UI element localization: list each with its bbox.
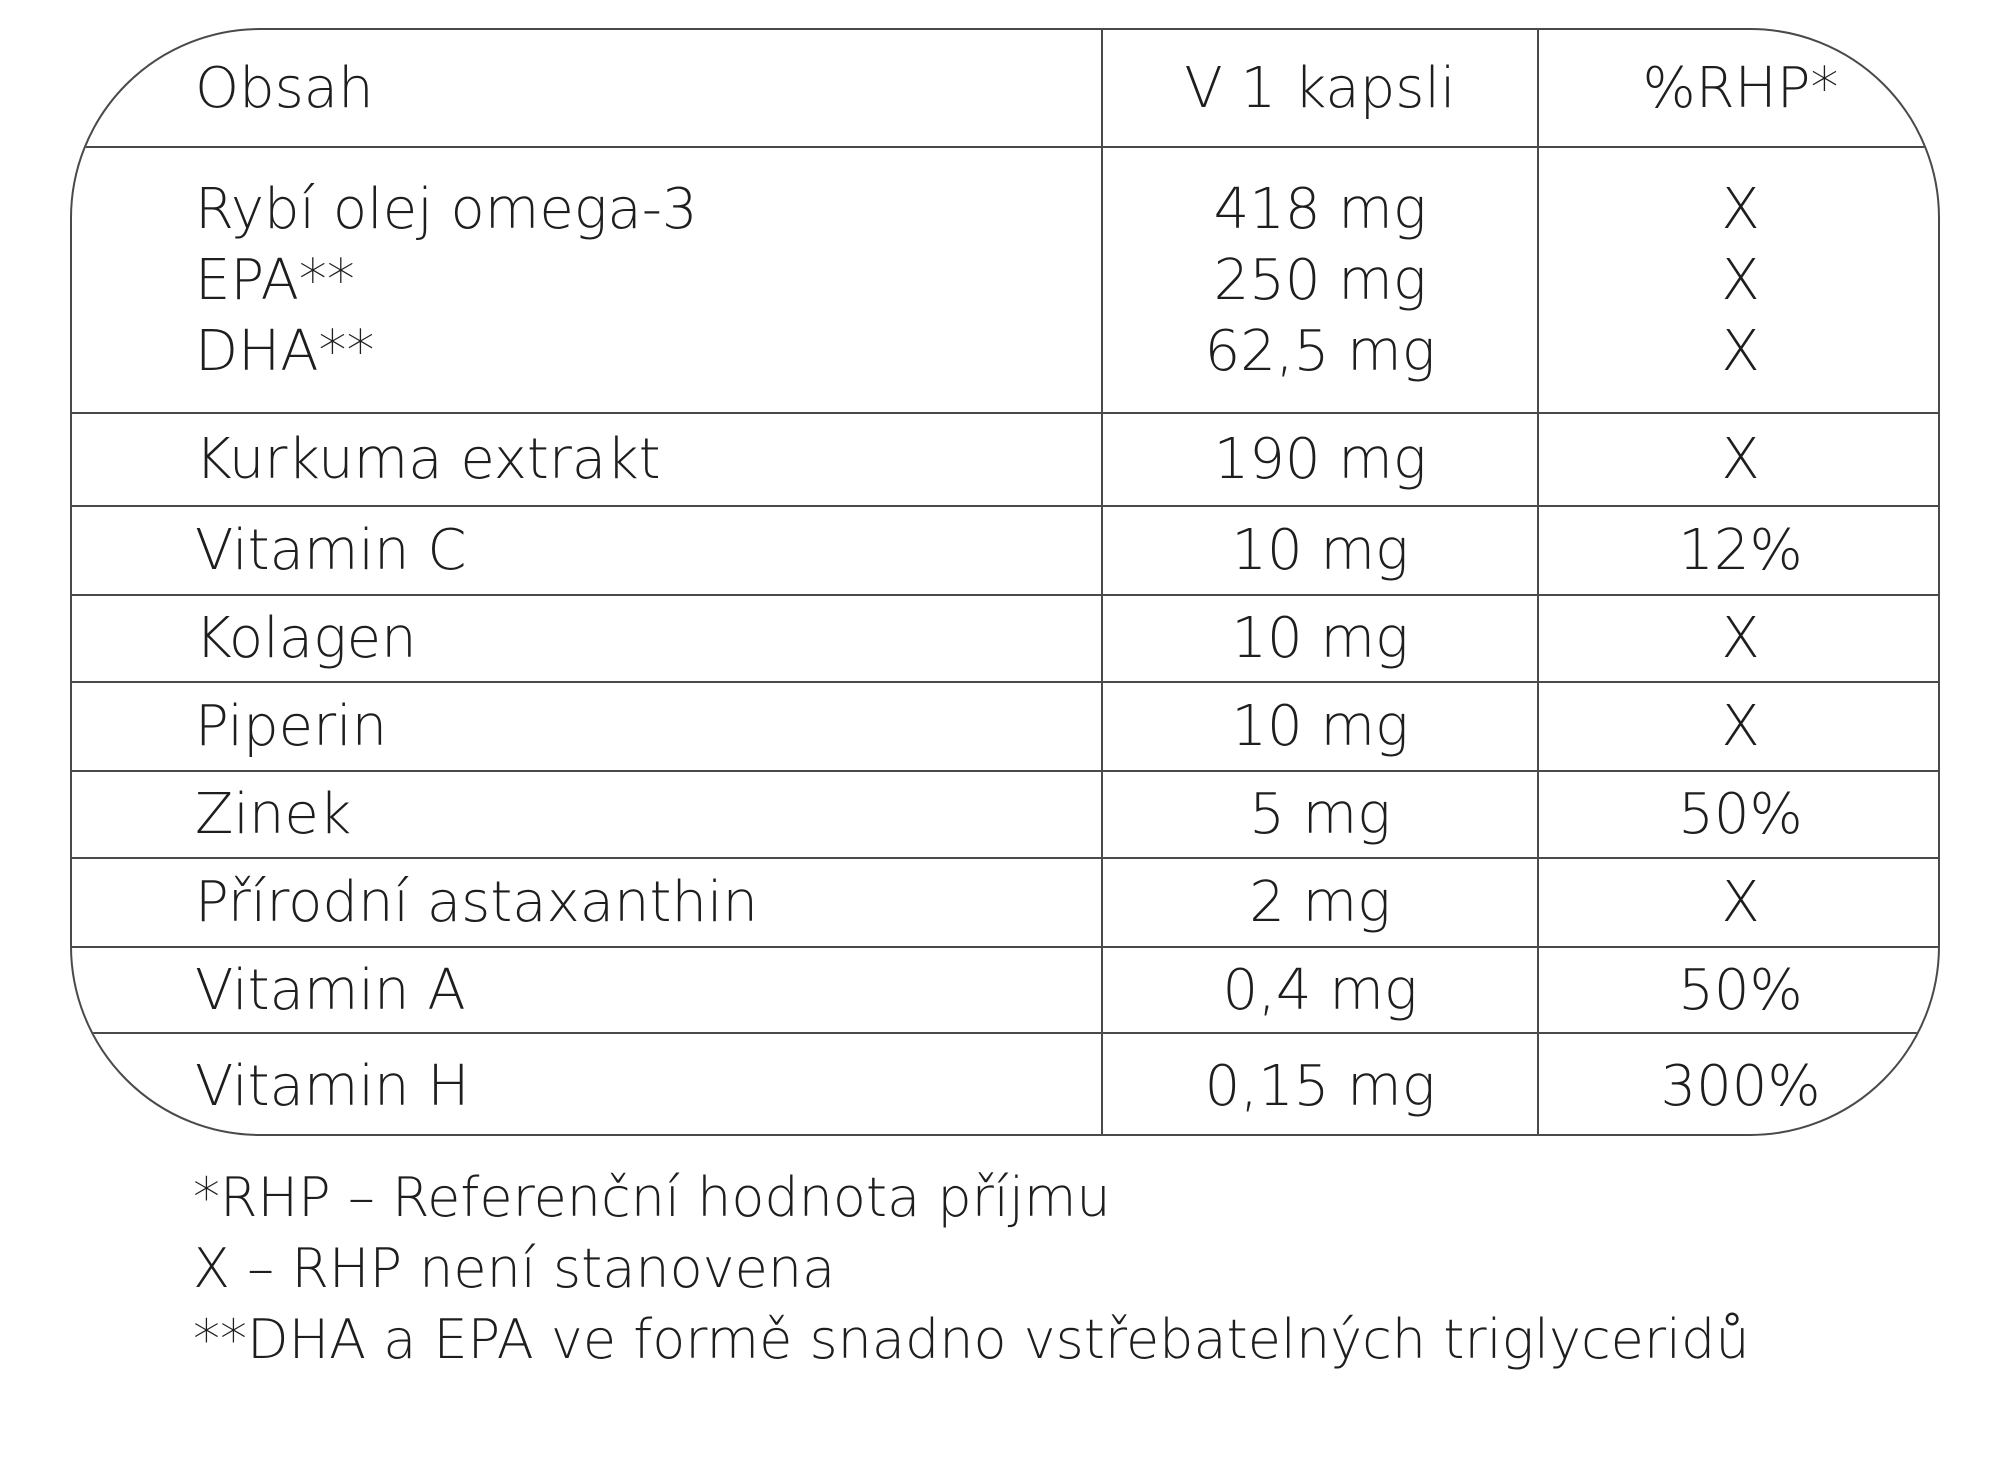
table-row [72, 771, 1940, 858]
header-content: Obsah [72, 30, 1102, 147]
amount-value: 418 mg [1213, 176, 1427, 242]
table-row [72, 506, 1940, 595]
table-row [72, 858, 1940, 947]
header-rhp: %RHP* [1538, 30, 1940, 147]
rhp-value: X [1538, 413, 1940, 506]
amount-value: 62,5 mg [1204, 318, 1436, 384]
amount-value: 10 mg [1102, 506, 1538, 595]
nutrition-table [72, 30, 1940, 1136]
table-row [72, 595, 1940, 682]
amount-value: 2 mg [1102, 858, 1538, 947]
ingredient-name: Kurkuma extrakt [72, 413, 1102, 506]
footnote-x: X – RHP není stanovena [193, 1237, 836, 1300]
nutrition-table-panel [70, 28, 1940, 1136]
ingredient-name: Zinek [72, 771, 1102, 858]
header-per-capsule: V 1 kapsli [1102, 30, 1538, 147]
ingredient-name: EPA** [195, 247, 355, 313]
rhp-value: X [1538, 682, 1940, 771]
rhp-value: 300% [1538, 1033, 1940, 1136]
ingredient-name: Vitamin A [72, 947, 1102, 1033]
rhp-value: X [1721, 318, 1760, 384]
rhp-cell [1538, 147, 1940, 413]
ingredient-name: Kolagen [72, 595, 1102, 682]
rhp-value: X [1721, 247, 1760, 313]
rhp-value: 50% [1538, 771, 1940, 858]
table-header-row [72, 30, 1940, 147]
amount-value: 250 mg [1213, 247, 1427, 313]
ingredient-name: Rybí olej omega-3 [195, 176, 698, 242]
rhp-value: 50% [1538, 947, 1940, 1033]
table-row [72, 682, 1940, 771]
amount-value: 10 mg [1102, 595, 1538, 682]
amount-value: 0,15 mg [1102, 1033, 1538, 1136]
rhp-value: X [1538, 595, 1940, 682]
ingredient-name: Vitamin H [72, 1033, 1102, 1136]
amount-value: 10 mg [1102, 682, 1538, 771]
table-row [72, 413, 1940, 506]
table-row [72, 1033, 1940, 1136]
ingredient-name-cell [72, 147, 1102, 413]
table-row [72, 147, 1940, 413]
amount-value: 5 mg [1102, 771, 1538, 858]
amount-value: 0,4 mg [1102, 947, 1538, 1033]
ingredient-name: DHA** [195, 318, 375, 384]
amount-value: 190 mg [1102, 413, 1538, 506]
footnote-dha-epa: **DHA a EPA ve formě snadno vstřebatelných triglyceridů [193, 1308, 1750, 1371]
ingredient-name: Vitamin C [72, 506, 1102, 595]
rhp-value: X [1538, 858, 1940, 947]
rhp-value: X [1721, 176, 1760, 242]
table-row [72, 947, 1940, 1033]
ingredient-name: Piperin [72, 682, 1102, 771]
footnote-rhp: *RHP – Referenční hodnota příjmu [193, 1166, 1111, 1229]
ingredient-name: Přírodní astaxanthin [72, 858, 1102, 947]
rhp-value: 12% [1538, 506, 1940, 595]
footnotes [193, 1162, 1750, 1375]
amount-cell [1102, 147, 1538, 413]
